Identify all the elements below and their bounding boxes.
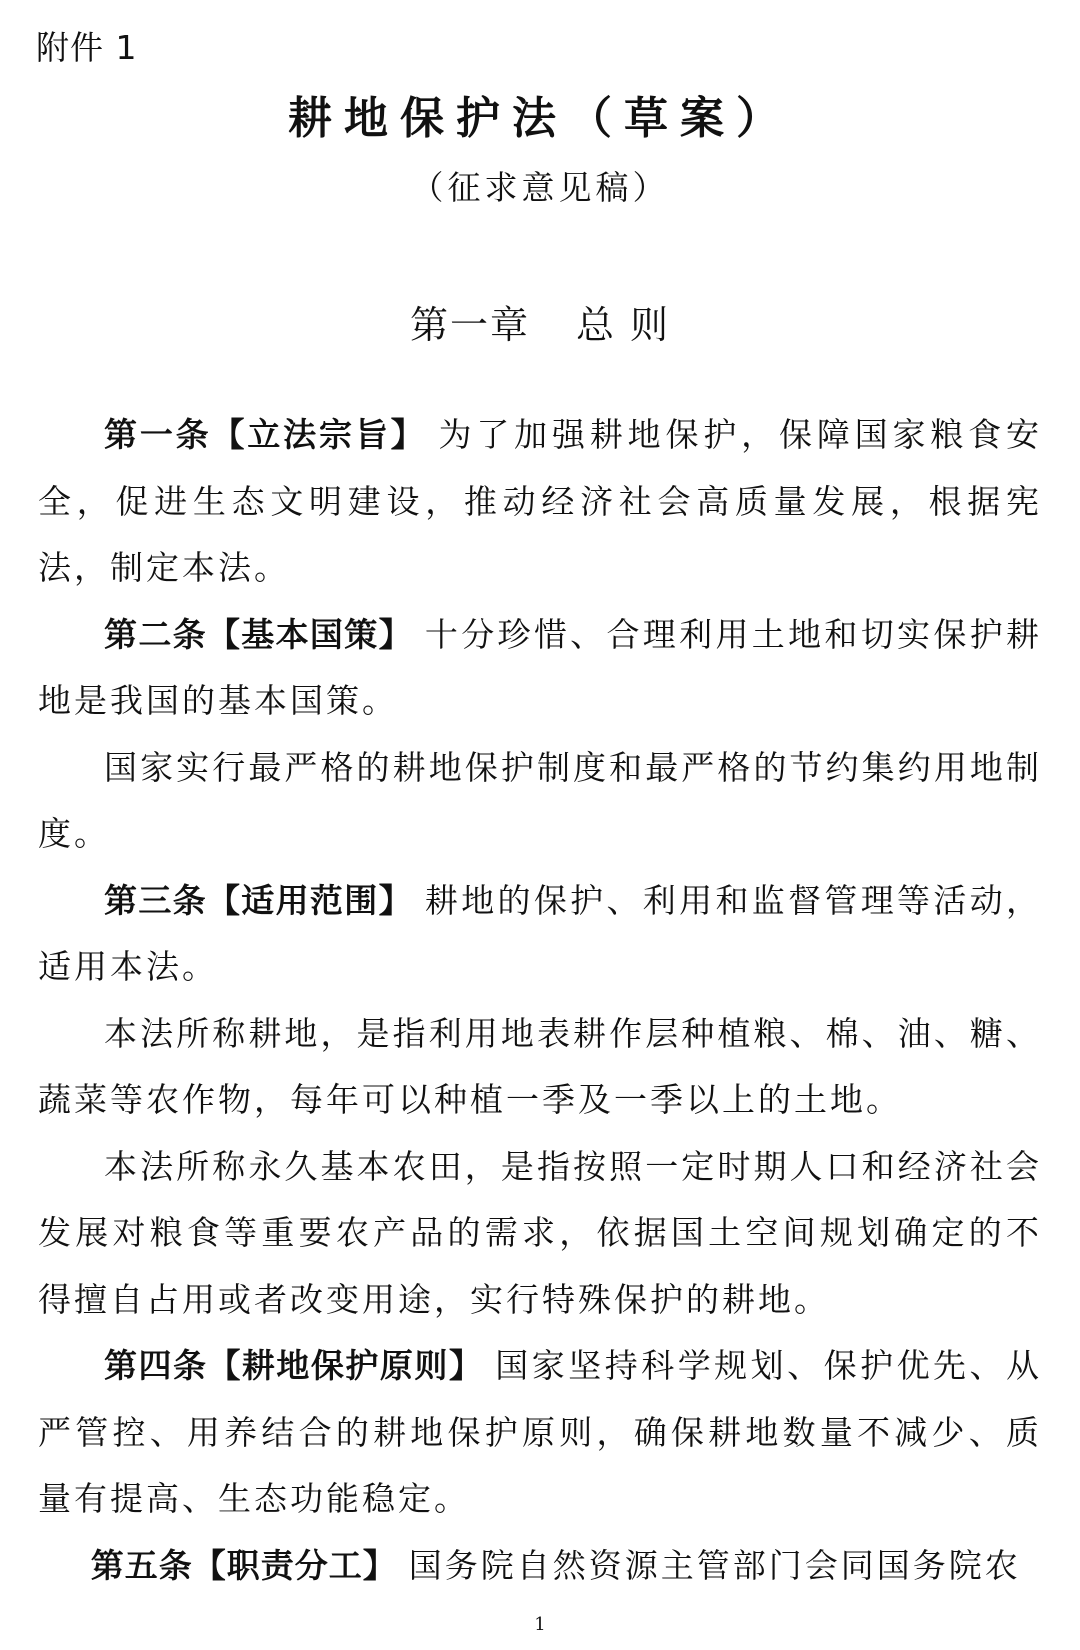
article-text: 十分珍惜、合理利用土地和切实保护耕地是我国的基本国策。 bbox=[38, 614, 1043, 720]
article-text: 本法所称永久基本农田，是指按照一定时期人口和经济社会发展对粮食等重要农产品的需求，依据国土空间规划确定的不得擅自占用或者改变用途，实行特殊保护的耕地。 bbox=[38, 1146, 1042, 1319]
document-subtitle: （征求意见稿） bbox=[410, 168, 670, 207]
article-paragraph bbox=[38, 602, 1042, 735]
article-paragraph bbox=[38, 1134, 1042, 1334]
article-paragraph bbox=[38, 1333, 1042, 1533]
article-text: 本法所称耕地，是指利用地表耕作层种植粮、棉、油、糖、蔬菜等农作物，每年可以种植一季及一季以上的土地。 bbox=[38, 1013, 1042, 1119]
article-paragraph bbox=[38, 1001, 1042, 1134]
article-number: 第四条 bbox=[104, 1346, 208, 1385]
page-number: 1 bbox=[534, 1614, 546, 1635]
article-text: 国家坚持科学规划、保护优先、从严管控、用养结合的耕地保护原则，确保耕地数量不减少、质量有提高、生态功能稳定。 bbox=[38, 1346, 1043, 1518]
article-heading: 【立法宗旨】 bbox=[211, 415, 427, 454]
article-text: 耕地的保护、利用和监督管理等活动，适用本法。 bbox=[38, 880, 1043, 986]
article-number: 第一条 bbox=[104, 415, 212, 454]
article-paragraph bbox=[38, 402, 1042, 602]
article-paragraph bbox=[38, 868, 1042, 1001]
article-text: 为了加强耕地保护，保障国家粮食安全，促进生态文明建设，推动经济社会高质量发展，根据宪法，制定本法。 bbox=[38, 415, 1043, 587]
article-number: 第二条 bbox=[104, 614, 207, 654]
article-paragraph bbox=[38, 1533, 1042, 1600]
article-paragraph bbox=[38, 735, 1042, 868]
article-heading: 【耕地保护原则】 bbox=[207, 1346, 484, 1385]
article-heading: 【职责分工】 bbox=[192, 1545, 397, 1585]
article-number: 第五条 bbox=[90, 1545, 193, 1585]
attachment-label: 附件 1 bbox=[36, 28, 138, 67]
chapter-heading bbox=[0, 294, 1080, 349]
chapter-number: 第一章 bbox=[409, 303, 530, 347]
document-body bbox=[38, 402, 1042, 1599]
article-text: 国家实行最严格的耕地保护制度和最严格的节约集约用地制度。 bbox=[38, 747, 1042, 853]
article-number: 第三条 bbox=[104, 880, 207, 920]
chapter-name: 总 则 bbox=[575, 303, 671, 347]
document-title: 耕地保护法（草案） bbox=[288, 93, 792, 144]
article-text: 国务院自然资源主管部门会同国务院农 bbox=[408, 1545, 1021, 1585]
article-heading: 【基本国策】 bbox=[206, 614, 413, 654]
article-heading: 【适用范围】 bbox=[206, 880, 413, 920]
